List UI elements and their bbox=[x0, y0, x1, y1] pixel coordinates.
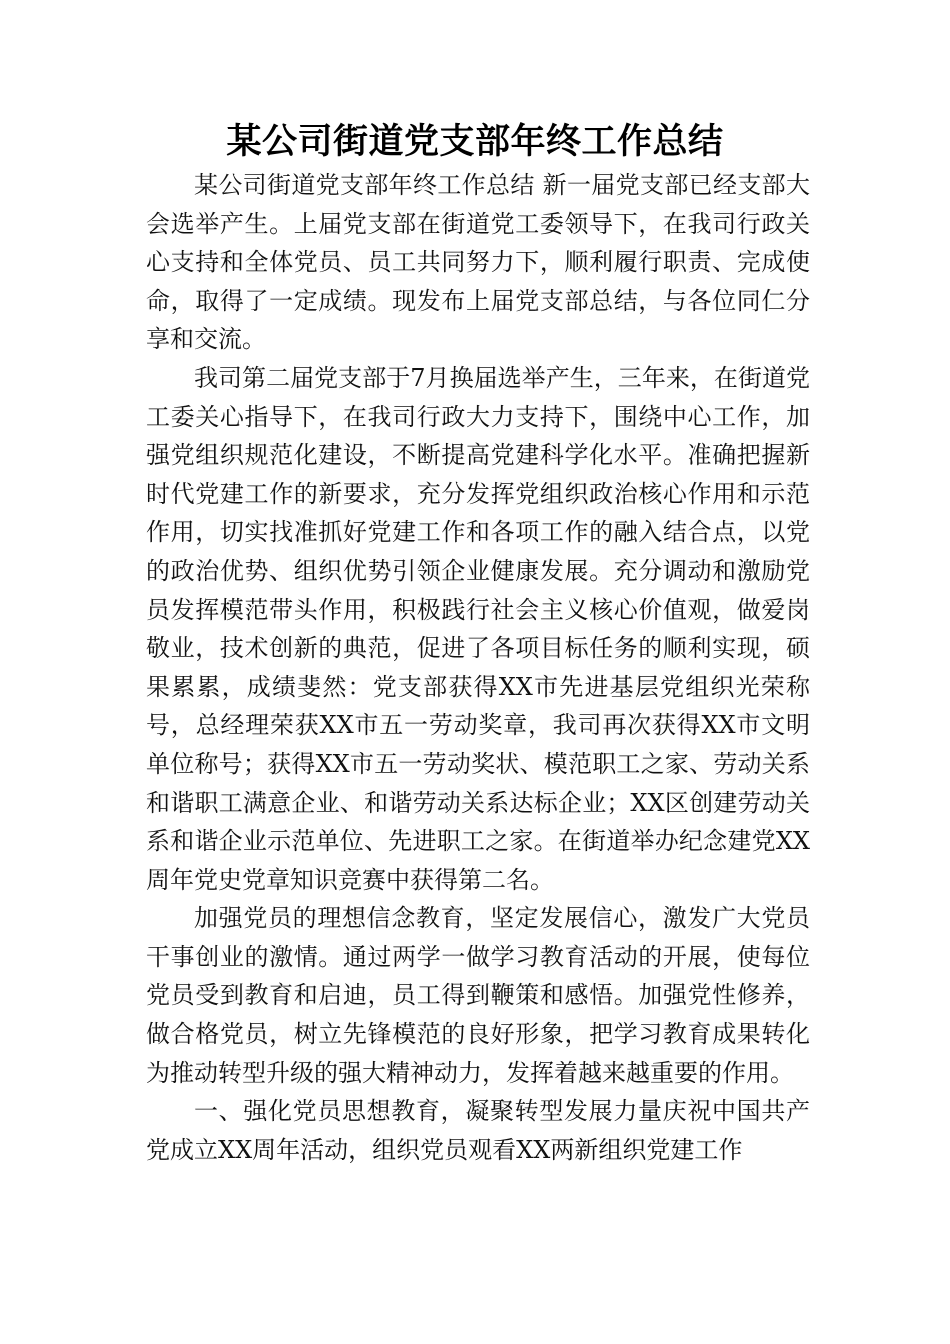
paragraph-section-one: 一、强化党员思想教育，凝聚转型发展力量庆祝中国共产党成立XX周年活动，组织党员观看XX两新组织党建工作 bbox=[146, 1097, 810, 1164]
document-body bbox=[146, 166, 810, 1169]
paragraph-intro: 某公司街道党支部年终工作总结 新一届党支部已经支部大会选举产生。上届党支部在街道党工委领导下，在我司行政关心支持和全体党员、员工共同努力下，顺利履行职责、完成使命，取得了一定成绩。现发布上届党支部总结，与各位同仁分享和交流。 bbox=[146, 171, 810, 354]
paragraph-achievements: 我司第二届党支部于7月换届选举产生，三年来，在街道党工委关心指导下，在我司行政大力支持下，围绕中心工作，加强党组织规范化建设，不断提高党建科学化水平。准确把握新时代党建工作的新要求，充分发挥党组织政治核心作用和示范作用，切实找准抓好党建工作和各项工作的融入结合点，以党的政治优势、组织优势引领企业健康发展。充分调动和激励党员发挥模范带头作用，积极践行社会主义核心价值观，做爱岗敬业，技术创新的典范，促进了各项目标任务的顺利实现，硕果累累，成绩斐然：党支部获得XX市先进基层党组织光荣称号，总经理荣获XX市五一劳动奖章，我司再次获得XX市文明单位称号；获得XX市五一劳动奖状、模范职工之家、劳动关系和谐职工满意企业、和谐劳动关系达标企业；XX区创建劳动关系和谐企业示范单位、先进职工之家。在街道举办纪念建党XX周年党史党章知识竞赛中获得第二名。 bbox=[146, 363, 810, 894]
paragraph-ideal-education: 加强党员的理想信念教育，坚定发展信心，激发广大党员干事创业的激情。通过两学一做学习教育活动的开展，使每位党员受到教育和启迪，员工得到鞭策和感悟。加强党性修养，做合格党员，树立先锋模范的良好形象，把学习教育成果转化为推动转型升级的强大精神动力，发挥着越来越重要的作用。 bbox=[146, 904, 810, 1087]
document-title: 某公司街道党支部年终工作总结 bbox=[226, 122, 724, 162]
